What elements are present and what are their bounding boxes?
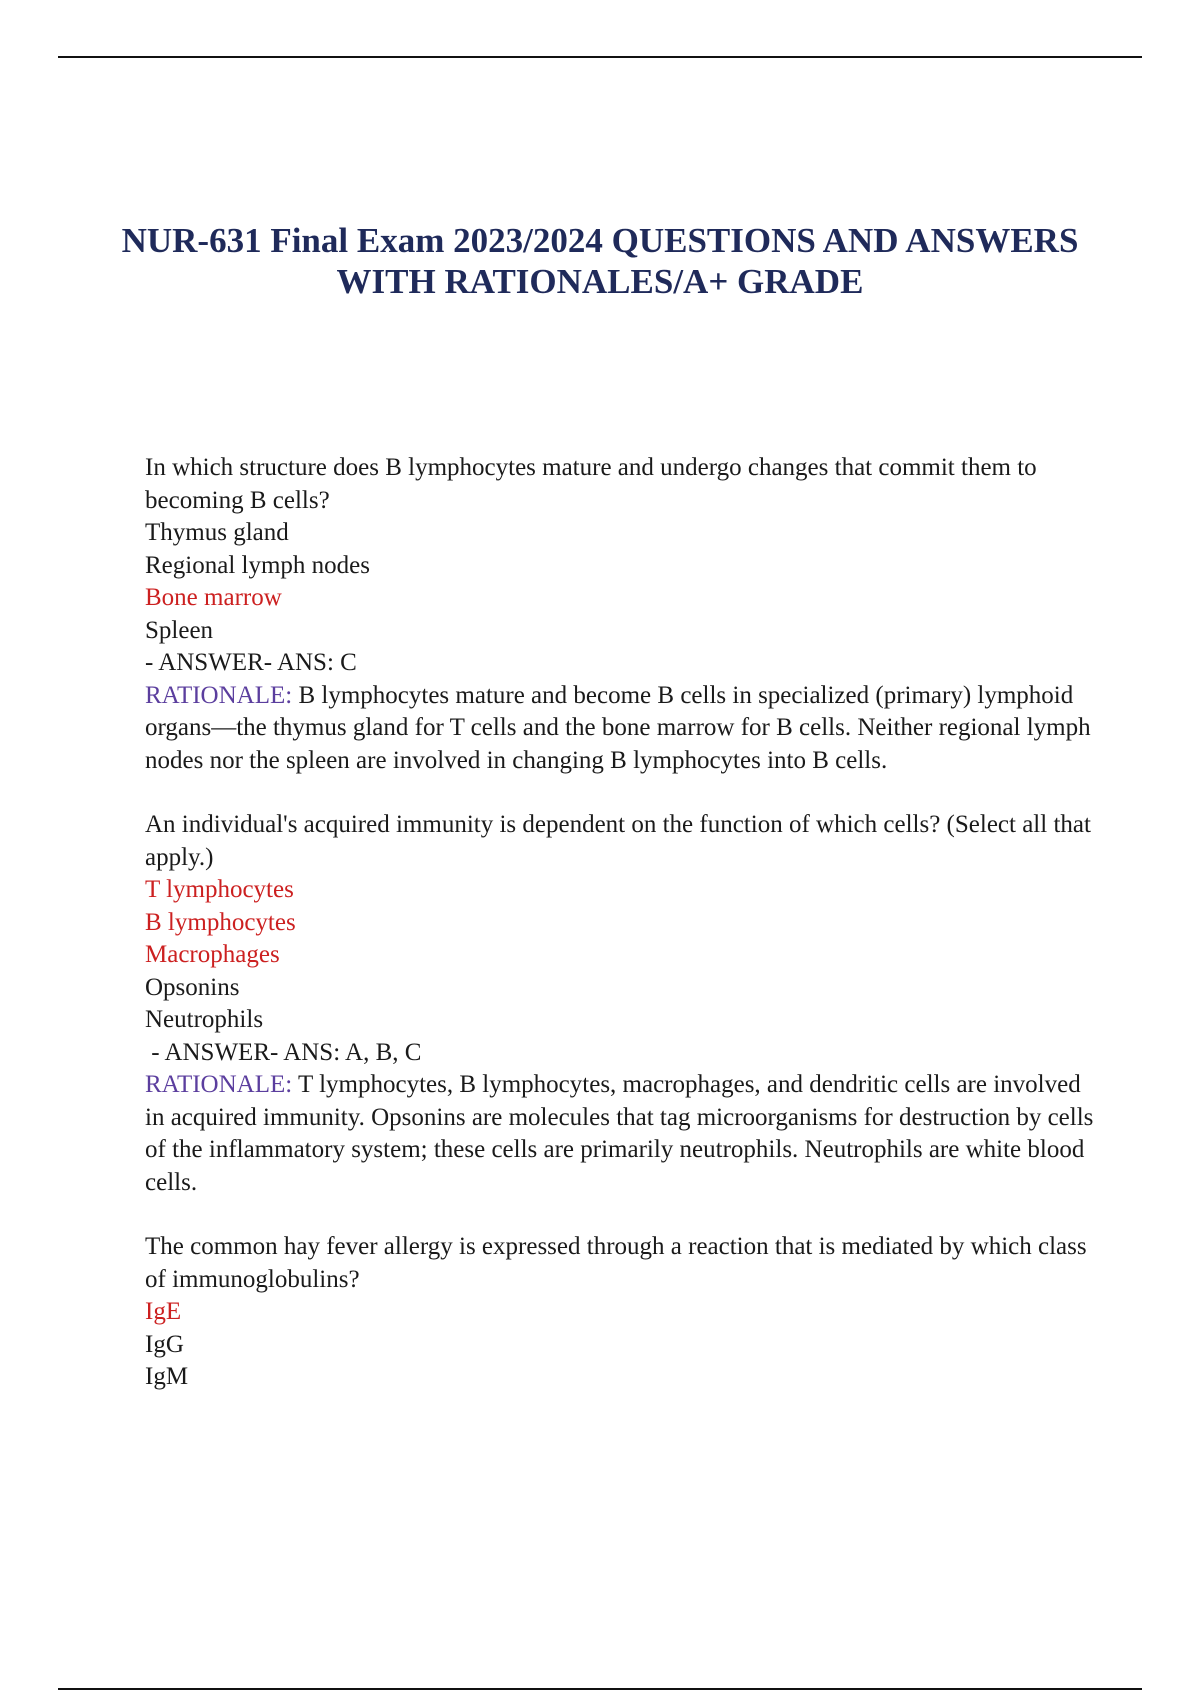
option-d: Opsonins [145, 973, 240, 1001]
option-a-correct: T lymphocytes [145, 876, 294, 903]
rationale-label: RATIONALE: [145, 1071, 293, 1098]
rationale-text: B lymphocytes mature and become B cells in specialized (primary) lymphoid organs—the thymus gland for T cells and the bone marrow for B cells. Neither regional lymph nodes nor the spleen are involved in changing B lymphocytes into B cells. [145, 681, 1091, 774]
footer-rule [58, 1688, 1142, 1690]
option-b: IgG [145, 1330, 184, 1358]
option-d: Spleen [145, 616, 214, 644]
question-stem: An individual's acquired immunity is dependent on the function of which cells? (Select all that apply.) [145, 811, 1091, 871]
header-rule [58, 56, 1142, 58]
question-block-2 [145, 809, 1095, 1199]
option-a-correct: IgE [145, 1298, 182, 1325]
option-c-correct: Bone marrow [145, 584, 282, 611]
document-body [145, 452, 1095, 1426]
option-e: Neutrophils [145, 1006, 264, 1033]
answer-key: - ANSWER- ANS: C [145, 649, 357, 676]
question-block-3 [145, 1231, 1095, 1394]
option-b-correct: B lymphocytes [145, 908, 296, 936]
rationale-label: RATIONALE: [145, 681, 293, 709]
option-c-correct: Macrophages [145, 941, 280, 968]
option-a: Thymus gland [145, 519, 289, 546]
option-b: Regional lymph nodes [145, 551, 370, 579]
rationale [145, 680, 1095, 778]
rationale [145, 1069, 1095, 1199]
answer-key: - ANSWER- ANS: A, B, C [145, 1038, 422, 1066]
question-stem: The common hay fever allergy is expressed through a reaction that is mediated by which class of immunoglobulins? [145, 1233, 1087, 1293]
question-stem: In which structure does B lymphocytes mature and undergo changes that commit them to becoming B cells? [145, 454, 1037, 514]
rationale-text: T lymphocytes, B lymphocytes, macrophages, and dendritic cells are involved in acquired immunity. Opsonins are molecules that tag microorganisms for destruction by cells of the inflammatory system; these cells are primarily neutrophils. Neutrophils are white blood cells. [145, 1071, 1094, 1196]
option-c: IgM [145, 1363, 189, 1390]
page-title: NUR-631 Final Exam 2023/2024 QUESTIONS AND ANSWERS WITH RATIONALES/A+ GRADE [121, 221, 1105, 301]
question-block-1 [145, 452, 1095, 777]
